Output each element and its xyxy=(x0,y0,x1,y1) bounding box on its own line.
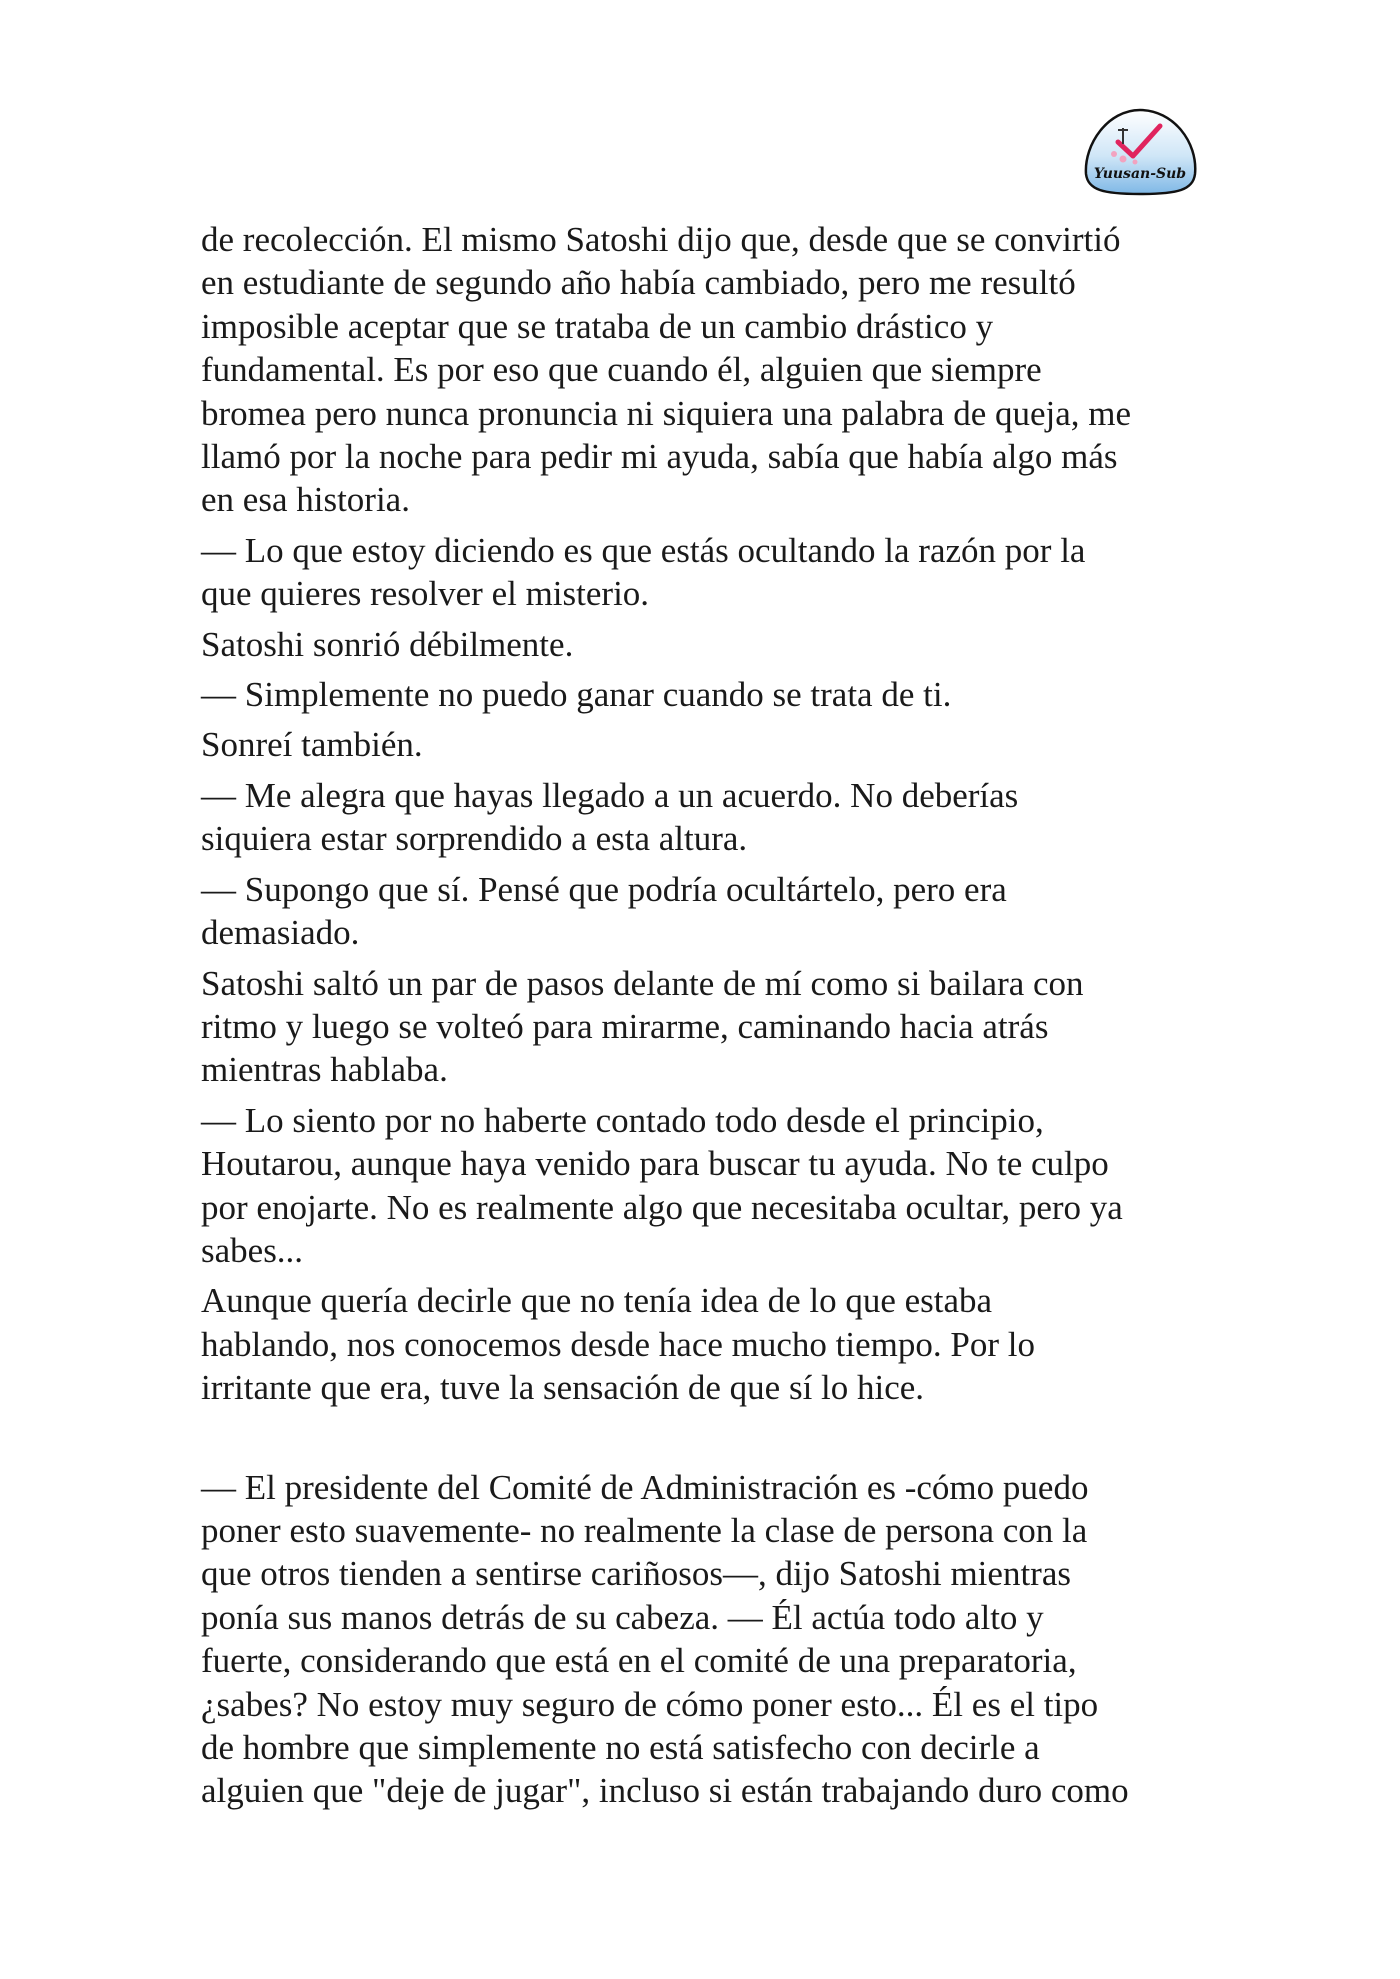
paragraph: — Supongo que sí. Pensé que podría ocultártelo, pero era demasiado. xyxy=(201,869,1007,953)
paragraph: — Lo siento por no haberte contado todo desde el principio, Houtarou, aunque haya venido para buscar tu ayuda. No te culpo por enojarte. No es realmente algo que necesitaba ocultar, pero ya sabes... xyxy=(201,1100,1123,1270)
logo-text: Yuusan-Sub xyxy=(1093,166,1187,182)
body-text xyxy=(201,218,1211,1820)
yuusan-sub-logo xyxy=(1078,104,1203,198)
paragraph: de recolección. El mismo Satoshi dijo que, desde que se convirtió en estudiante de segundo año había cambiado, pero me resultó imposible aceptar que se trataba de un cambio drástico y fundamental. Es por eso que cuando él, alguien que siempre bromea pero nunca pronuncia ni siquiera una palabra de queja, me llamó por la noche para pedir mi ayuda, sabía que había algo más en esa historia. xyxy=(201,220,1132,520)
paragraph: Satoshi saltó un par de pasos delante de mí como si bailara con ritmo y luego se volteó para mirarme, caminando hacia atrás mientras hablaba. xyxy=(201,963,1084,1090)
paragraph: — Me alegra que hayas llegado a un acuerdo. No deberías siquiera estar sorprendido a esta altura. xyxy=(201,775,1019,859)
paragraph: Sonreí también. xyxy=(201,725,423,765)
paragraph: — El presidente del Comité de Administración es -cómo puedo poner esto suavemente- no realmente la clase de persona con la que otros tienden a sentirse cariñosos—, dijo Satoshi mientras ponía sus manos detrás de su cabeza. — Él actúa todo alto y fuerte, considerando que está en el comité de una preparatoria, ¿sabes? No estoy muy seguro de cómo poner esto... Él es el tipo de hombre que simplemente no está satisfecho con decirle a alguien que "deje de jugar", incluso si están trabajando duro como xyxy=(201,1467,1129,1811)
paragraph: Aunque quería decirle que no tenía idea de lo que estaba hablando, nos conocemos desde hace mucho tiempo. Por lo irritante que era, tuve la sensación de que sí lo hice. xyxy=(201,1281,1035,1408)
paragraph: Satoshi sonrió débilmente. xyxy=(201,624,574,664)
logo-graphic xyxy=(1078,104,1203,198)
paragraph: — Lo que estoy diciendo es que estás ocultando la razón por la que quieres resolver el misterio. xyxy=(201,530,1086,614)
paragraph: — Simplemente no puedo ganar cuando se trata de ti. xyxy=(201,675,952,715)
